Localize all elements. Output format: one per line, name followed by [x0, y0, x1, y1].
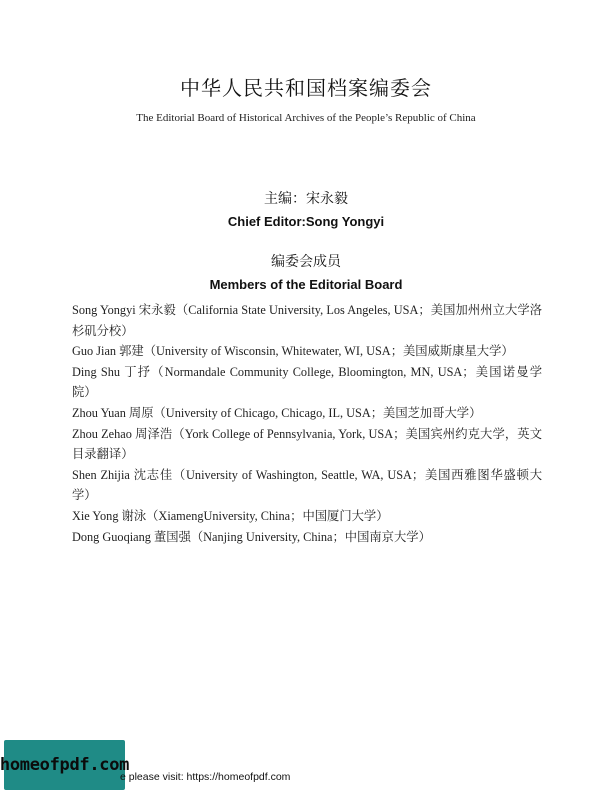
- board-heading-english: Members of the Editorial Board: [209, 277, 403, 292]
- logo-text: homeofpdf.com: [0, 755, 130, 775]
- member-entry: Ding Shu 丁抒（Normandale Community College, Bloomington, MN, USA；美国诺曼学院）: [72, 364, 542, 400]
- member-entry: Xie Yong 谢泳（XiamengUniversity, China；中国厦门大学）: [72, 508, 389, 523]
- footer-visit-link[interactable]: e please visit: https://homeofpdf.com: [120, 771, 291, 783]
- member-entry: Zhou Yuan 周原（University of Chicago, Chicago, IL, USA；美国芝加哥大学）: [72, 405, 482, 420]
- member-entry: Guo Jian 郭建（University of Wisconsin, Whitewater, WI, USA；美国威斯康星大学）: [72, 344, 514, 359]
- page-title-chinese: 中华人民共和国档案编委会: [180, 76, 432, 100]
- member-entry: Zhou Zehao 周泽浩（York College of Pennsylvania, York, USA；美国宾州约克大学，英文目录翻译）: [72, 426, 542, 462]
- board-heading-chinese: 编委会成员: [271, 254, 341, 270]
- page-title-english: The Editorial Board of Historical Archives of the People’s Republic of China: [136, 112, 476, 124]
- chief-editor-chinese: 主编：宋永毅: [264, 191, 348, 207]
- member-entry: Shen Zhijia 沈志佳（University of Washington, Seattle, WA, USA；美国西雅图华盛顿大学）: [72, 467, 542, 503]
- homeofpdf-logo-badge[interactable]: [0, 740, 130, 790]
- member-list: [72, 300, 542, 547]
- member-entry: Dong Guoqiang 董国强（Nanjing University, China；中国南京大学）: [72, 529, 431, 544]
- chief-editor-english: Chief Editor:Song Yongyi: [227, 214, 385, 229]
- member-entry: Song Yongyi 宋永毅（California State University, Los Angeles, USA；美国加州州立大学洛杉矶分校）: [72, 303, 542, 338]
